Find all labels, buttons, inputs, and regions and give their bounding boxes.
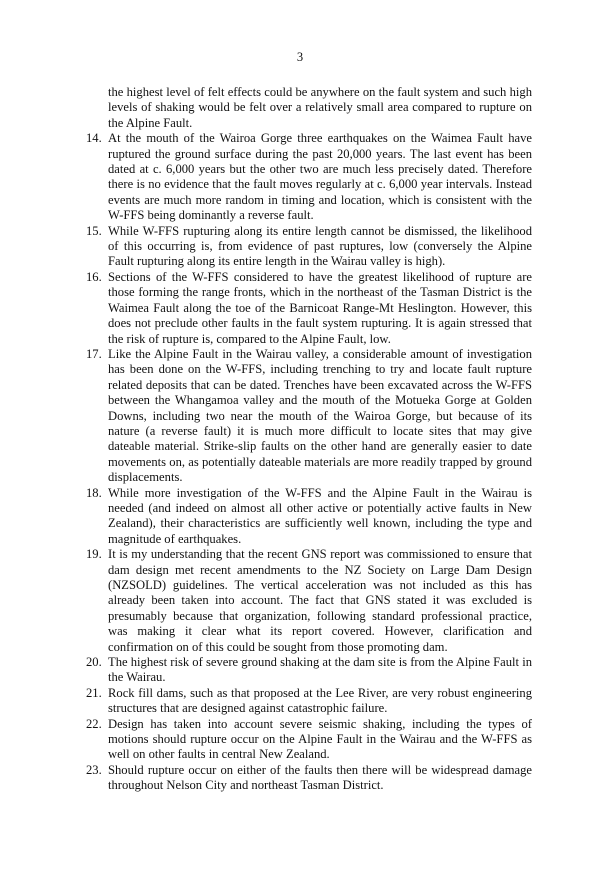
item-number: 16. <box>86 269 102 284</box>
item-number: 15. <box>86 223 102 238</box>
item-text: It is my understanding that the recent GNS report was commissioned to ensure that dam design met recent amendments to the NZ Society on Large Dam Design (NZSOLD) guidelines. The vertical acceleration was not included as this has already been taken into account. The fact that GNS stated it was excluded is presumably because that organization, following standard professional practice, was making it clear what its report covered. However, clarification and confirmation on of this could be sought from those promoting dam. <box>108 547 532 654</box>
item-number: 18. <box>86 485 102 500</box>
item-text: At the mouth of the Wairoa Gorge three earthquakes on the Waimea Fault have ruptured the ground surface during the past 20,000 years. The last event has been dated at c. 6,000 years but the other two are much less precisely dated. Therefore there is no evidence that the fault moves regularly at c. 6,000 year intervals. Instead events are much more random in timing and location, which is consistent with the W-FFS being dominantly a reverse fault. <box>108 131 532 223</box>
numbered-item-20 <box>86 655 532 686</box>
item-number: 20. <box>86 655 102 670</box>
item-number: 23. <box>86 762 102 777</box>
numbered-item-17 <box>86 347 532 486</box>
numbered-item-22 <box>86 717 532 763</box>
numbered-item-14 <box>86 131 532 223</box>
item-text: Design has taken into account severe seismic shaking, including the types of motions should rupture occur on the Alpine Fault in the Wairau and the W-FFS as well on other faults in central New Zealand. <box>108 716 532 762</box>
continued-paragraph: the highest level of felt effects could be anywhere on the fault system and such high levels of shaking would be felt over a relatively small area compared to rupture on the Alpine Fault. <box>108 85 532 130</box>
item-text: Should rupture occur on either of the faults then there will be widespread damage throughout Nelson City and northeast Tasman District. <box>108 762 532 793</box>
item-number: 14. <box>86 131 102 146</box>
item-text: While W-FFS rupturing along its entire length cannot be dismissed, the likelihood of this occurring is, from evidence of past ruptures, low (conversely the Alpine Fault rupturing along its entire length in the Wairau valley is high). <box>108 223 532 269</box>
numbered-item-15 <box>86 224 532 270</box>
numbered-item-16 <box>86 270 532 347</box>
item-number: 17. <box>86 346 102 361</box>
item-text: While more investigation of the W-FFS and the Alpine Fault in the Wairau is needed (and indeed on almost all other active or potentially active faults in New Zealand), their characteristics are sufficiently well known, including the type and magnitude of earthquakes. <box>108 485 532 546</box>
numbered-item-19 <box>86 547 532 655</box>
numbered-item-23 <box>86 763 532 794</box>
item-text: The highest risk of severe ground shaking at the dam site is from the Alpine Fault in the Wairau. <box>108 655 532 685</box>
item-text: Like the Alpine Fault in the Wairau valley, a considerable amount of investigation has been done on the W-FFS, including trenching to try and locate fault rupture related deposits that can be dated. Trenches have been excavated across the W-FFS between the Whangamoa valley and the mouth of the Motueka Gorge at Golden Downs, including two near the mouth of the Wairoa Gorge, but because of its nature (a reverse fault) it is much more difficult to locate sites that may give dateable material. Strike-slip faults on the other hand are generally easier to date movements on, as potentially dateable materials are more readily trapped by ground displacements. <box>108 346 532 485</box>
item-number: 22. <box>86 716 102 731</box>
item-text: Sections of the W-FFS considered to have the greatest likelihood of rupture are those forming the range fronts, which in the northeast of the Tasman District is the Waimea Fault along the toe of the Barnicoat Range-Mt Heslington. However, this does not preclude other faults in the fault system rupturing. It is again stressed that the risk of rupture is, compared to the Alpine Fault, low. <box>108 269 532 346</box>
document-body <box>86 85 532 794</box>
numbered-item-18 <box>86 486 532 548</box>
item-number: 21. <box>86 685 102 700</box>
item-text: Rock fill dams, such as that proposed at the Lee River, are very robust engineering structures that are designed against catastrophic failure. <box>108 685 532 716</box>
page-number: 3 <box>296 50 304 64</box>
numbered-item-21 <box>86 686 532 717</box>
item-number: 19. <box>86 547 102 562</box>
